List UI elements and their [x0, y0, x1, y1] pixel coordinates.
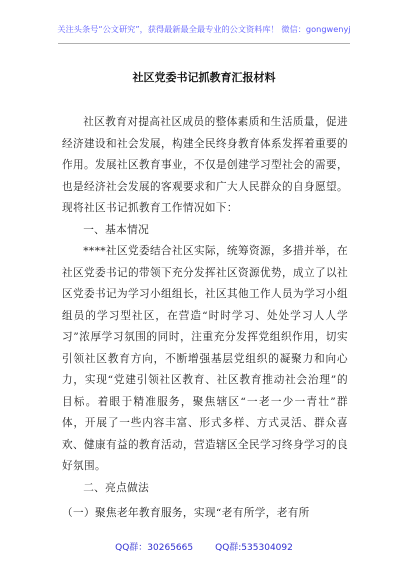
promo-banner: 关注头条号“公文研究”，获得最新最全最专业的公文资料库！ 微信：gongwenyj — [57, 24, 351, 34]
document-body — [62, 112, 348, 525]
footer-contacts — [0, 540, 408, 553]
basic-info-paragraph: ****社区党委结合社区实际，统筹资源，多措并举，在社区党委书记的带领下充分发挥社区资源优势，成立了以社区党委书记为学习小组组长，社区其他工作人员为学习小组组员的学习型社区，在营造“时时学习、处处学习人人学习”浓厚学习氛围的同时，注重充分发挥党组织作用，切实引领社区教育方向，不断增强基层党组织的凝聚力和向心力，实现“党建引领社区教育、社区教育推动社会治理”的目标。着眼于精准服务，聚焦辖区“一老一少一青壮”群体，开展了一些内容丰富、形式多样、方式灵活、群众喜欢、健康有益的教育活动，营造辖区全民学习终身学习的良好氛围。 — [62, 245, 348, 472]
intro-paragraph: 社区教育对提高社区成员的整体素质和生活质量，促进经济建设和社会发展，构建全民终身教育体系发挥着重要的作用。发展社区教育事业，不仅是创建学习型社会的需要，也是经济社会发展的客观要求和广大人民群众的自身愿望。现将社区书记抓教育工作情况如下： — [62, 116, 348, 214]
qq-group-2: QQ群:535304092 — [215, 543, 293, 553]
qq-group-1: QQ群：30265665 — [115, 543, 194, 553]
section-heading-highlights: 二、亮点做法 — [83, 481, 150, 494]
document-title: 社区党委书记抓教育汇报材料 — [132, 71, 276, 84]
highlights-subheading: （一）聚焦老年教育服务，实现“老有所学，老有所 — [62, 507, 310, 519]
header-divider — [58, 43, 350, 44]
section-heading-basic-info: 一、基本情况 — [83, 223, 150, 236]
